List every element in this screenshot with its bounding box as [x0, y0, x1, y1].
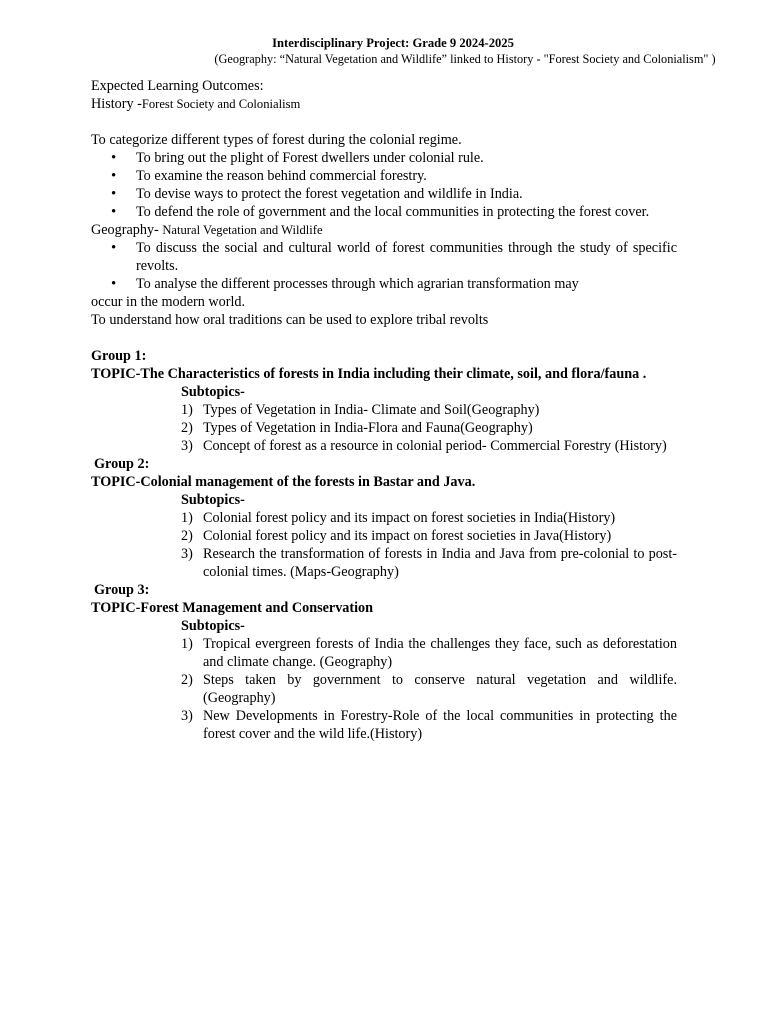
history-label: History -	[91, 96, 142, 112]
list-item	[91, 437, 677, 455]
document-title: Interdisciplinary Project: Grade 9 2024-2025	[272, 36, 514, 50]
geography-label: Geography-	[91, 222, 163, 238]
subtopic-text: Types of Vegetation in India-Flora and Fauna(Geography)	[203, 420, 533, 436]
list-item	[91, 509, 677, 527]
subtopics-label: Subtopics-	[181, 492, 245, 508]
geography-topic: Natural Vegetation and Wildlife	[162, 223, 323, 237]
trailing-line: To understand how oral traditions can be used to explore tribal revolts	[91, 312, 489, 328]
subtopic-text: Tropical evergreen forests of India the challenges they face, such as deforestation and climate change. (Geography)	[203, 636, 677, 670]
history-topic: Forest Society and Colonialism	[141, 97, 301, 111]
subtopic-number: 1)	[181, 402, 193, 418]
history-bullet-list	[91, 149, 677, 221]
group-topic: TOPIC-Colonial management of the forests in Bastar and Java.	[91, 474, 476, 490]
subtopic-text: Types of Vegetation in India- Climate and Soil(Geography)	[203, 402, 540, 418]
subtopics-label: Subtopics-	[181, 384, 245, 400]
list-item: • To examine the reason behind commercial forestry.	[91, 167, 677, 185]
list-item	[91, 635, 677, 671]
list-item	[91, 545, 677, 581]
subtopic-number: 1)	[181, 636, 193, 652]
subtopic-text: Colonial forest policy and its impact on forest societies in India(History)	[203, 510, 616, 526]
subtopic-number: 3)	[181, 438, 193, 454]
history-heading	[91, 95, 677, 113]
group-label: Group 3:	[94, 582, 150, 598]
geography-heading	[91, 221, 677, 239]
subtopic-list	[91, 635, 677, 743]
group-topic: TOPIC-Forest Management and Conservation	[91, 600, 374, 616]
list-item	[91, 527, 677, 545]
subtopic-number: 2)	[181, 528, 193, 544]
subtopic-number: 1)	[181, 510, 193, 526]
subtopic-number: 3)	[181, 546, 193, 562]
group-label: Group 2:	[94, 456, 150, 472]
subtopic-text: Colonial forest policy and its impact on forest societies in Java(History)	[203, 528, 612, 544]
list-item: • To devise ways to protect the forest vegetation and wildlife in India.	[91, 185, 677, 203]
list-item: • To defend the role of government and the local communities in protecting the forest cover.	[91, 203, 677, 221]
subtopic-list	[91, 401, 677, 455]
subtopic-text: New Developments in Forestry-Role of the local communities in protecting the forest cover and the wild life.(History)	[203, 708, 677, 742]
list-item	[91, 419, 677, 437]
geography-bullet-list	[91, 239, 677, 293]
subtopic-text: Research the transformation of forests in India and Java from pre-colonial to post-colonial times. (Maps-Geography)	[203, 546, 677, 580]
trailing-line: occur in the modern world.	[91, 294, 246, 310]
list-item: • To discuss the social and cultural world of forest communities through the study of specific revolts.	[91, 239, 677, 275]
group-2	[91, 455, 677, 581]
subtopic-text: Concept of forest as a resource in colonial period- Commercial Forestry (History)	[203, 438, 667, 454]
list-item: • To bring out the plight of Forest dwellers under colonial rule.	[91, 149, 677, 167]
list-item	[91, 707, 677, 743]
group-label: Group 1:	[91, 348, 147, 364]
subtopics-label: Subtopics-	[181, 618, 245, 634]
history-intro: To categorize different types of forest during the colonial regime.	[91, 132, 462, 148]
subtopic-list	[91, 509, 677, 581]
outcomes-heading: Expected Learning Outcomes:	[91, 78, 264, 94]
list-item: • To analyse the different processes through which agrarian transformation may	[91, 275, 677, 293]
group-3	[91, 581, 677, 743]
list-item	[91, 401, 677, 419]
subtopic-number: 2)	[181, 672, 193, 688]
subtopic-number: 2)	[181, 420, 193, 436]
subtopic-text: Steps taken by government to conserve natural vegetation and wildlife. (Geography)	[203, 672, 677, 706]
subtopic-number: 3)	[181, 708, 193, 724]
group-1	[91, 347, 677, 455]
document-subtitle: (Geography: “Natural Vegetation and Wildlife” linked to History - "Forest Society and Colonialism" )	[214, 52, 716, 66]
group-topic: TOPIC-The Characteristics of forests in India including their climate, soil, and flora/fauna .	[91, 366, 647, 382]
document-content	[91, 35, 716, 743]
list-item	[91, 671, 677, 707]
